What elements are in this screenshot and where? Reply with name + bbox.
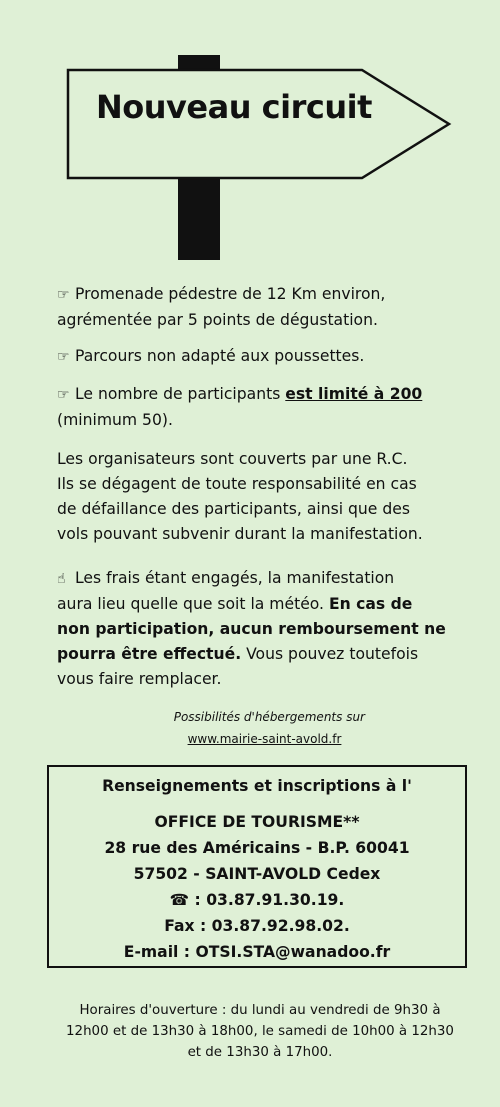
contact-box xyxy=(47,765,467,968)
paragraph-line xyxy=(57,566,467,592)
pointing-hand-icon: ☞ xyxy=(57,349,70,365)
bullet-distance xyxy=(57,282,477,333)
paragraph-line xyxy=(57,592,467,617)
bullet-participants xyxy=(57,382,477,433)
paragraph-line: vols pouvant subvenir durant la manifestation. xyxy=(57,525,423,543)
hours-line: Horaires d'ouverture : du lundi au vendredi de 9h30 à xyxy=(79,1003,441,1018)
fees-text: aura lieu quelle que soit la météo. xyxy=(57,595,329,613)
pointing-hand-icon: ☞ xyxy=(57,387,70,403)
fees-text: Vous pouvez toutefois xyxy=(241,645,419,663)
fees-paragraph xyxy=(57,566,467,692)
paragraph-line xyxy=(57,642,467,667)
fees-text: Les frais étant engagés, la manifestation xyxy=(75,569,395,587)
participant-limit: est limité à 200 xyxy=(285,385,423,403)
telephone-icon: ☎ xyxy=(169,891,190,909)
paragraph-line: Les organisateurs sont couverts par une R.C. xyxy=(57,450,408,468)
bullet-text: Le nombre de participants xyxy=(75,385,286,403)
paragraph-line: non participation, aucun remboursement ne xyxy=(57,620,446,638)
opening-hours xyxy=(60,1000,460,1063)
bullet-strollers xyxy=(57,344,477,370)
bullet-text: (minimum 50). xyxy=(57,411,173,429)
bullet-text: agrémentée par 5 points de dégustation. xyxy=(57,311,378,329)
bullet-text: Parcours non adapté aux poussettes. xyxy=(75,347,365,365)
paragraph-line: Ils se dégagent de toute responsabilité en cas xyxy=(57,475,417,493)
hours-line: et de 13h30 à 17h00. xyxy=(187,1045,333,1060)
phone-line xyxy=(49,891,465,909)
paragraph-line: vous faire remplacer. xyxy=(57,670,222,688)
contact-heading: Renseignements et inscriptions à l' xyxy=(102,777,412,795)
sign-title: Nouveau circuit xyxy=(96,88,372,126)
fees-bold-text: En cas de xyxy=(328,595,413,613)
lodging-label: Possibilités d'hébergements sur xyxy=(173,710,365,724)
office-name: OFFICE DE TOURISME** xyxy=(154,813,360,831)
phone-number: : 03.87.91.30.19. xyxy=(189,891,345,909)
paragraph-line: de défaillance des participants, ainsi que des xyxy=(57,500,410,518)
address-line-2: 57502 - SAINT-AVOLD Cedex xyxy=(133,865,381,883)
bullet-text: Promenade pédestre de 12 Km environ, xyxy=(75,285,386,303)
email-address[interactable]: E-mail : OTSI.STA@wanadoo.fr xyxy=(123,943,391,961)
pointing-hand-icon: ☞ xyxy=(57,287,70,303)
address-line-1: 28 rue des Américains - B.P. 60041 xyxy=(104,839,410,857)
fees-bold-text: pourra être effectué. xyxy=(57,645,242,663)
hours-line: 12h00 et de 13h30 à 18h00, le samedi de 10h00 à 12h30 xyxy=(66,1024,454,1039)
thumbs-up-icon: ☝ xyxy=(57,571,66,587)
lodging-link[interactable]: www.mairie-saint-avold.fr xyxy=(187,732,342,746)
fax-number: Fax : 03.87.92.98.02. xyxy=(164,917,350,935)
liability-paragraph xyxy=(57,447,467,547)
